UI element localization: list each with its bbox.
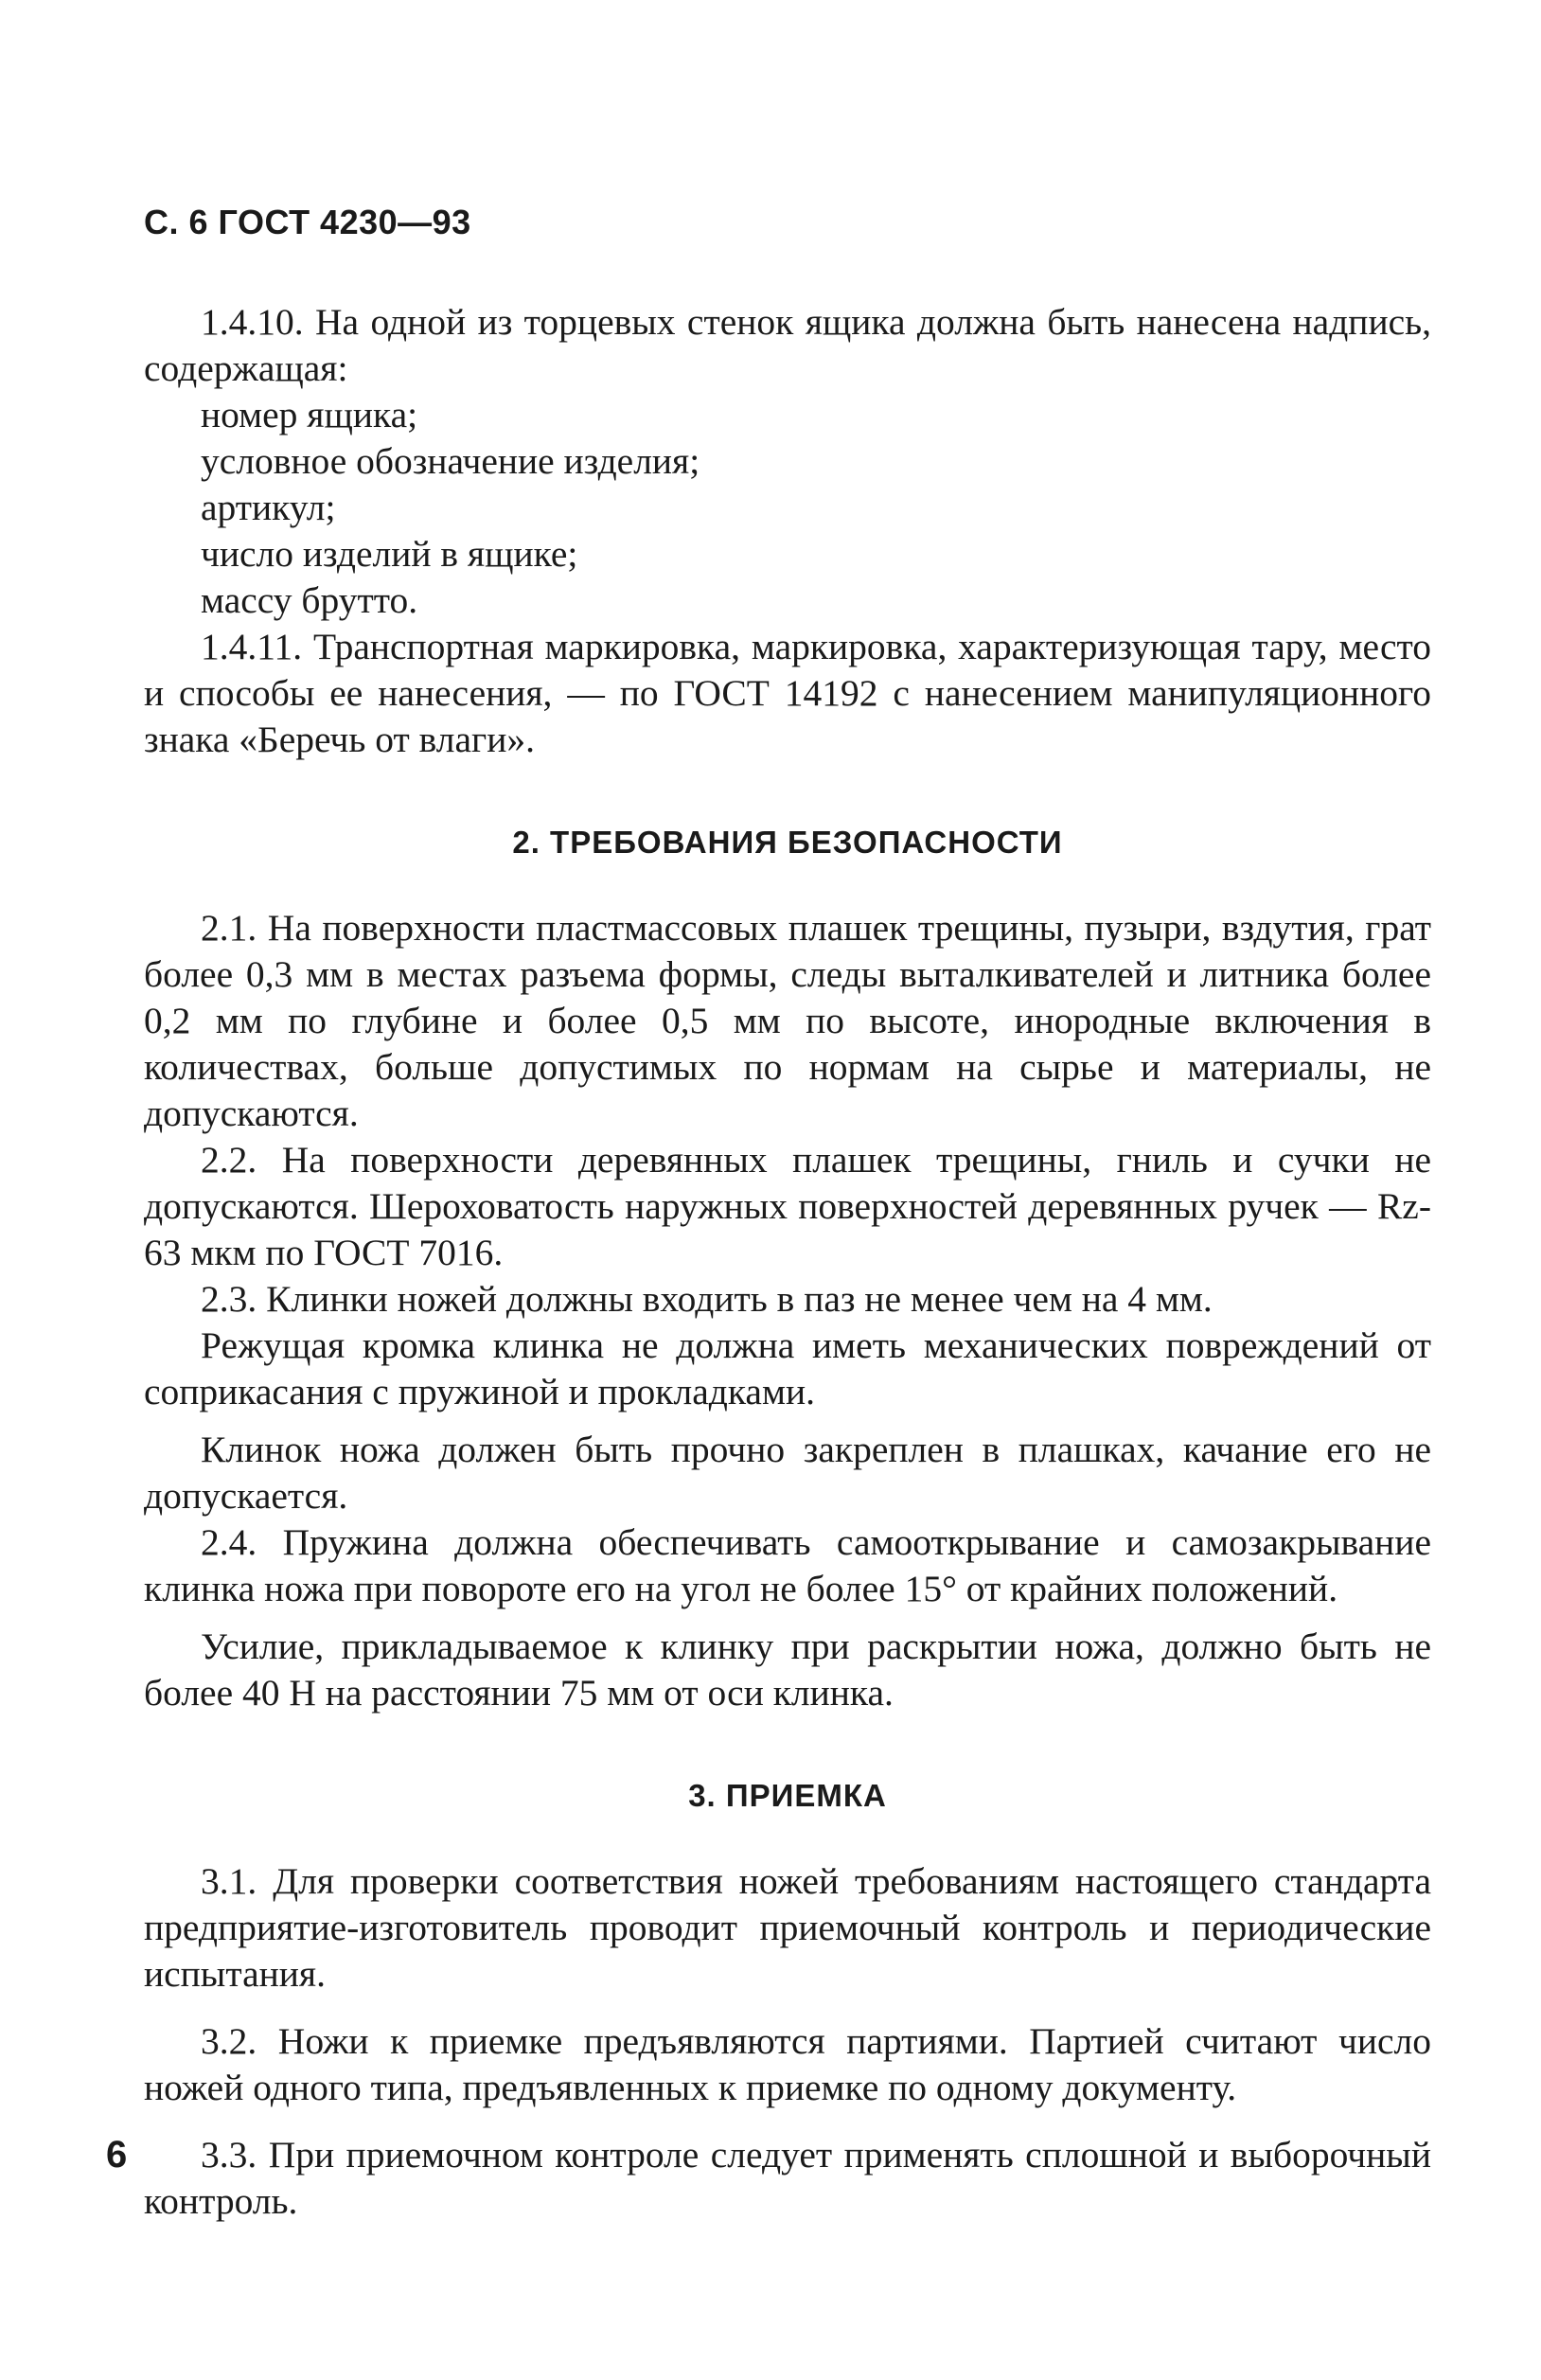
list-item: число изделий в ящике; — [201, 533, 578, 575]
paragraph-2-3-b: Режущая кромка клинка не должна иметь механических повреждений от соприкасания с пружиной и прокладками. — [144, 1324, 1431, 1412]
paragraph-2-1: 2.1. На поверхности пластмассовых плашек трещины, пузыри, вздутия, грат более 0,3 мм в местах разъема формы, следы выталкивателей и литника более 0,2 мм по глубине и более 0,5 мм по высоте, инородные включения в количествах, больше допустимых по нормам на сырье и материалы, не допускаются. — [144, 907, 1431, 1134]
paragraph-2-2: 2.2. На поверхности деревянных плашек трещины, гниль и сучки не допускаются. Шероховатость наружных поверхностей деревянных ручек — Rz-63 мкм по ГОСТ 7016. — [144, 1139, 1431, 1273]
list-item: условное обозначение изделия; — [201, 440, 700, 482]
paragraph-2-4: 2.4. Пружина должна обеспечивать самооткрывание и самозакрывание клинка ножа при повороте его на угол не более 15° от крайних положений. — [144, 1521, 1431, 1609]
paragraph-3-1: 3.1. Для проверки соответствия ножей требованиям настоящего стандарта предприятие-изготовитель проводит приемочный контроль и периодические испытания. — [144, 1860, 1431, 1995]
marking-list — [144, 392, 1431, 624]
paragraph-1-4-10: 1.4.10. На одной из торцевых стенок ящика должна быть нанесена надпись, содержащая: — [144, 301, 1431, 389]
list-item: номер ящика; — [201, 394, 418, 435]
paragraph-3-3: 3.3. При приемочном контроле следует применять сплошной и выборочный контроль. — [144, 2134, 1431, 2222]
page-content — [144, 299, 1431, 2225]
page-number: 6 — [106, 2134, 128, 2176]
section-title-safety: 2. ТРЕБОВАНИЯ БЕЗОПАСНОСТИ — [512, 825, 1063, 860]
paragraph-2-3-c: Клинок ножа должен быть прочно закреплен в плашках, качание его не допускается. — [144, 1429, 1431, 1517]
paragraph-3-2: 3.2. Ножи к приемке предъявляются партиями. Партией считают число ножей одного типа, предъявленных к приемке по одному документу. — [144, 2020, 1431, 2108]
running-head: С. 6 ГОСТ 4230—93 — [144, 203, 471, 241]
section-title-acceptance: 3. ПРИЕМКА — [688, 1778, 887, 1813]
paragraph-1-4-11: 1.4.11. Транспортная маркировка, маркировка, характеризующая тару, место и способы ее нанесения, — по ГОСТ 14192 с нанесением манипуляционного знака «Беречь от влаги». — [144, 626, 1431, 760]
paragraph-2-3: 2.3. Клинки ножей должны входить в паз не менее чем на 4 мм. — [201, 1278, 1213, 1320]
paragraph-2-4-b: Усилие, прикладываемое к клинку при раскрытии ножа, должно быть не более 40 Н на расстоянии 75 мм от оси клинка. — [144, 1625, 1431, 1714]
list-item: массу брутто. — [201, 579, 418, 621]
list-item: артикул; — [201, 487, 336, 528]
